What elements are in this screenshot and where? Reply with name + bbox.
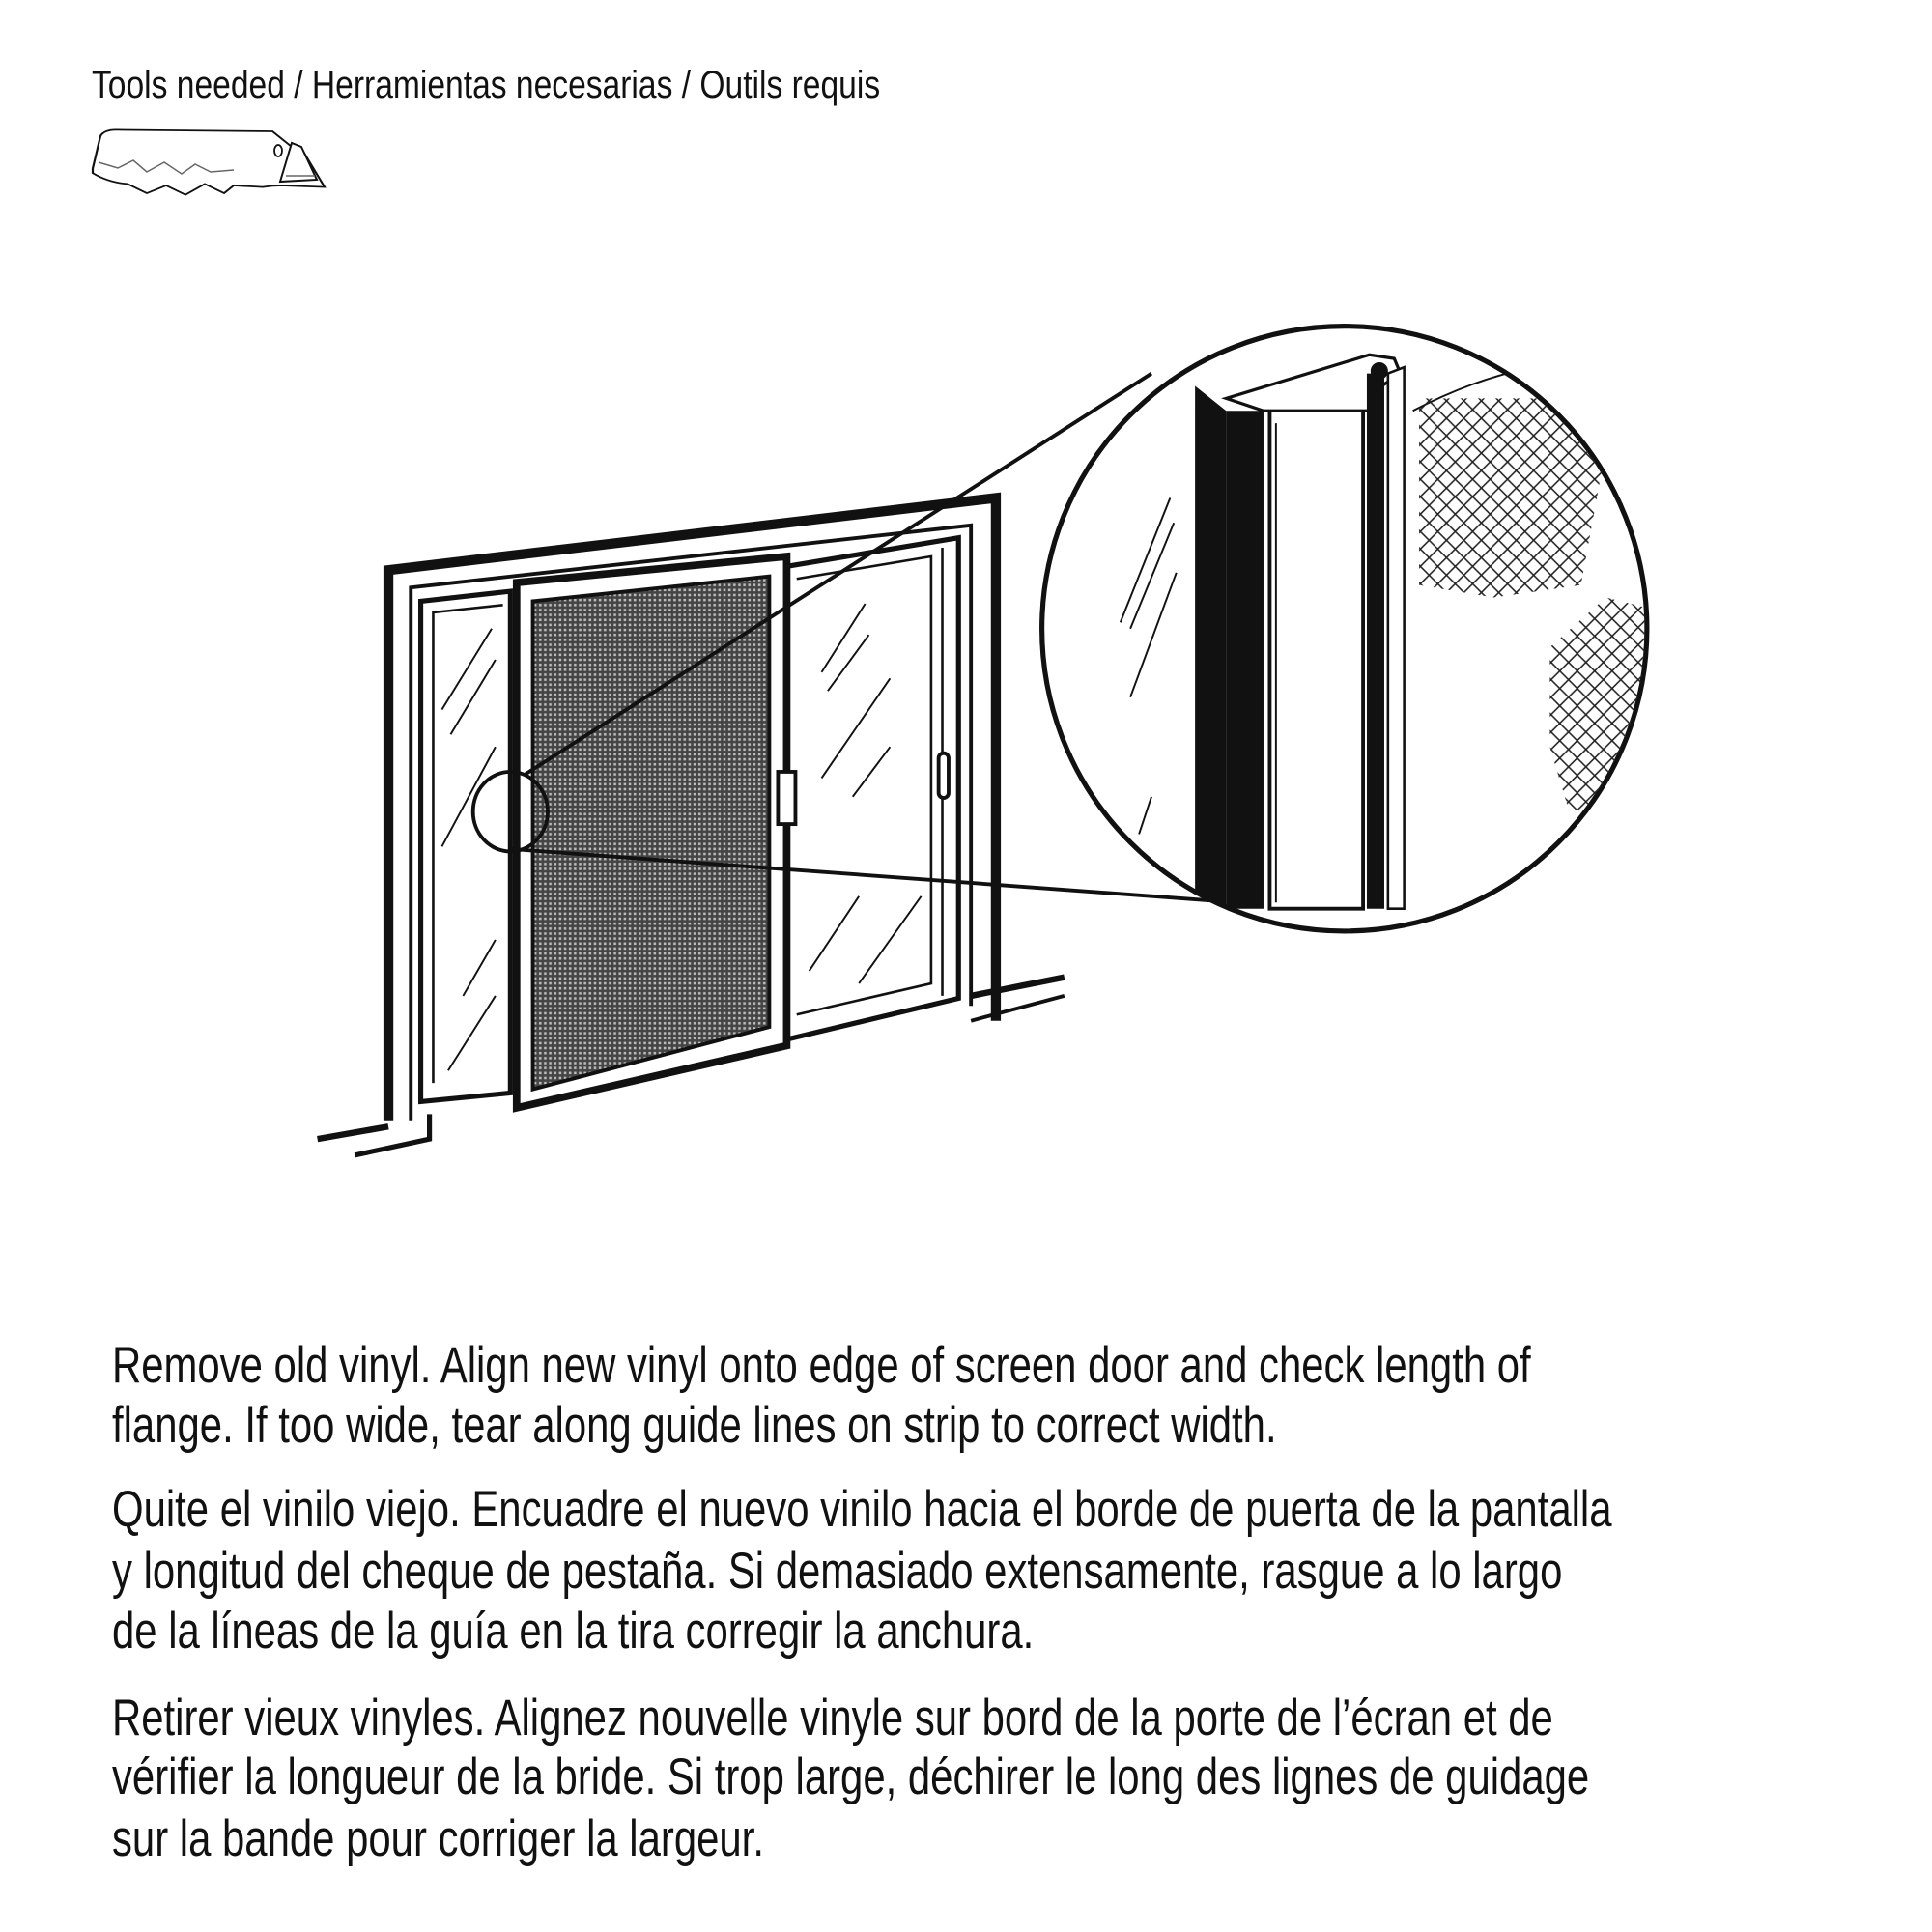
- instruction-fr-line-1: Retirer vieux vinyles. Alignez nouvelle vinyle sur bord de la porte de l’écran et de: [112, 1690, 1553, 1747]
- instruction-es-line-3: de la líneas de la guía en la tira corregir la anchura.: [112, 1603, 1035, 1660]
- instruction-es-line-2: y longitud del cheque de pestaña. Si demasiado extensamente, rasgue a lo largo: [112, 1543, 1563, 1600]
- instruction-fr-line-2: vérifier la longueur de la bride. Si trop large, déchirer le long des lignes de guidage: [112, 1748, 1590, 1805]
- instruction-es-line-1: Quite el vinilo viejo. Encuadre el nuevo vinilo hacia el borde de puerta de la pantalla: [112, 1481, 1612, 1538]
- instruction-fr-line-3: sur la bande pour corriger la largeur.: [112, 1810, 764, 1867]
- door-handles: [778, 753, 949, 824]
- instruction-en-line-2: flange. If too wide, tear along guide lines on strip to correct width.: [112, 1397, 1277, 1454]
- screen-door-panel: [517, 556, 787, 1108]
- tools-needed-heading: Tools needed / Herramientas necesarias / Outils requis: [92, 64, 881, 106]
- instruction-en-line-1: Remove old vinyl. Align new vinyl onto edge of screen door and check length of: [112, 1337, 1531, 1394]
